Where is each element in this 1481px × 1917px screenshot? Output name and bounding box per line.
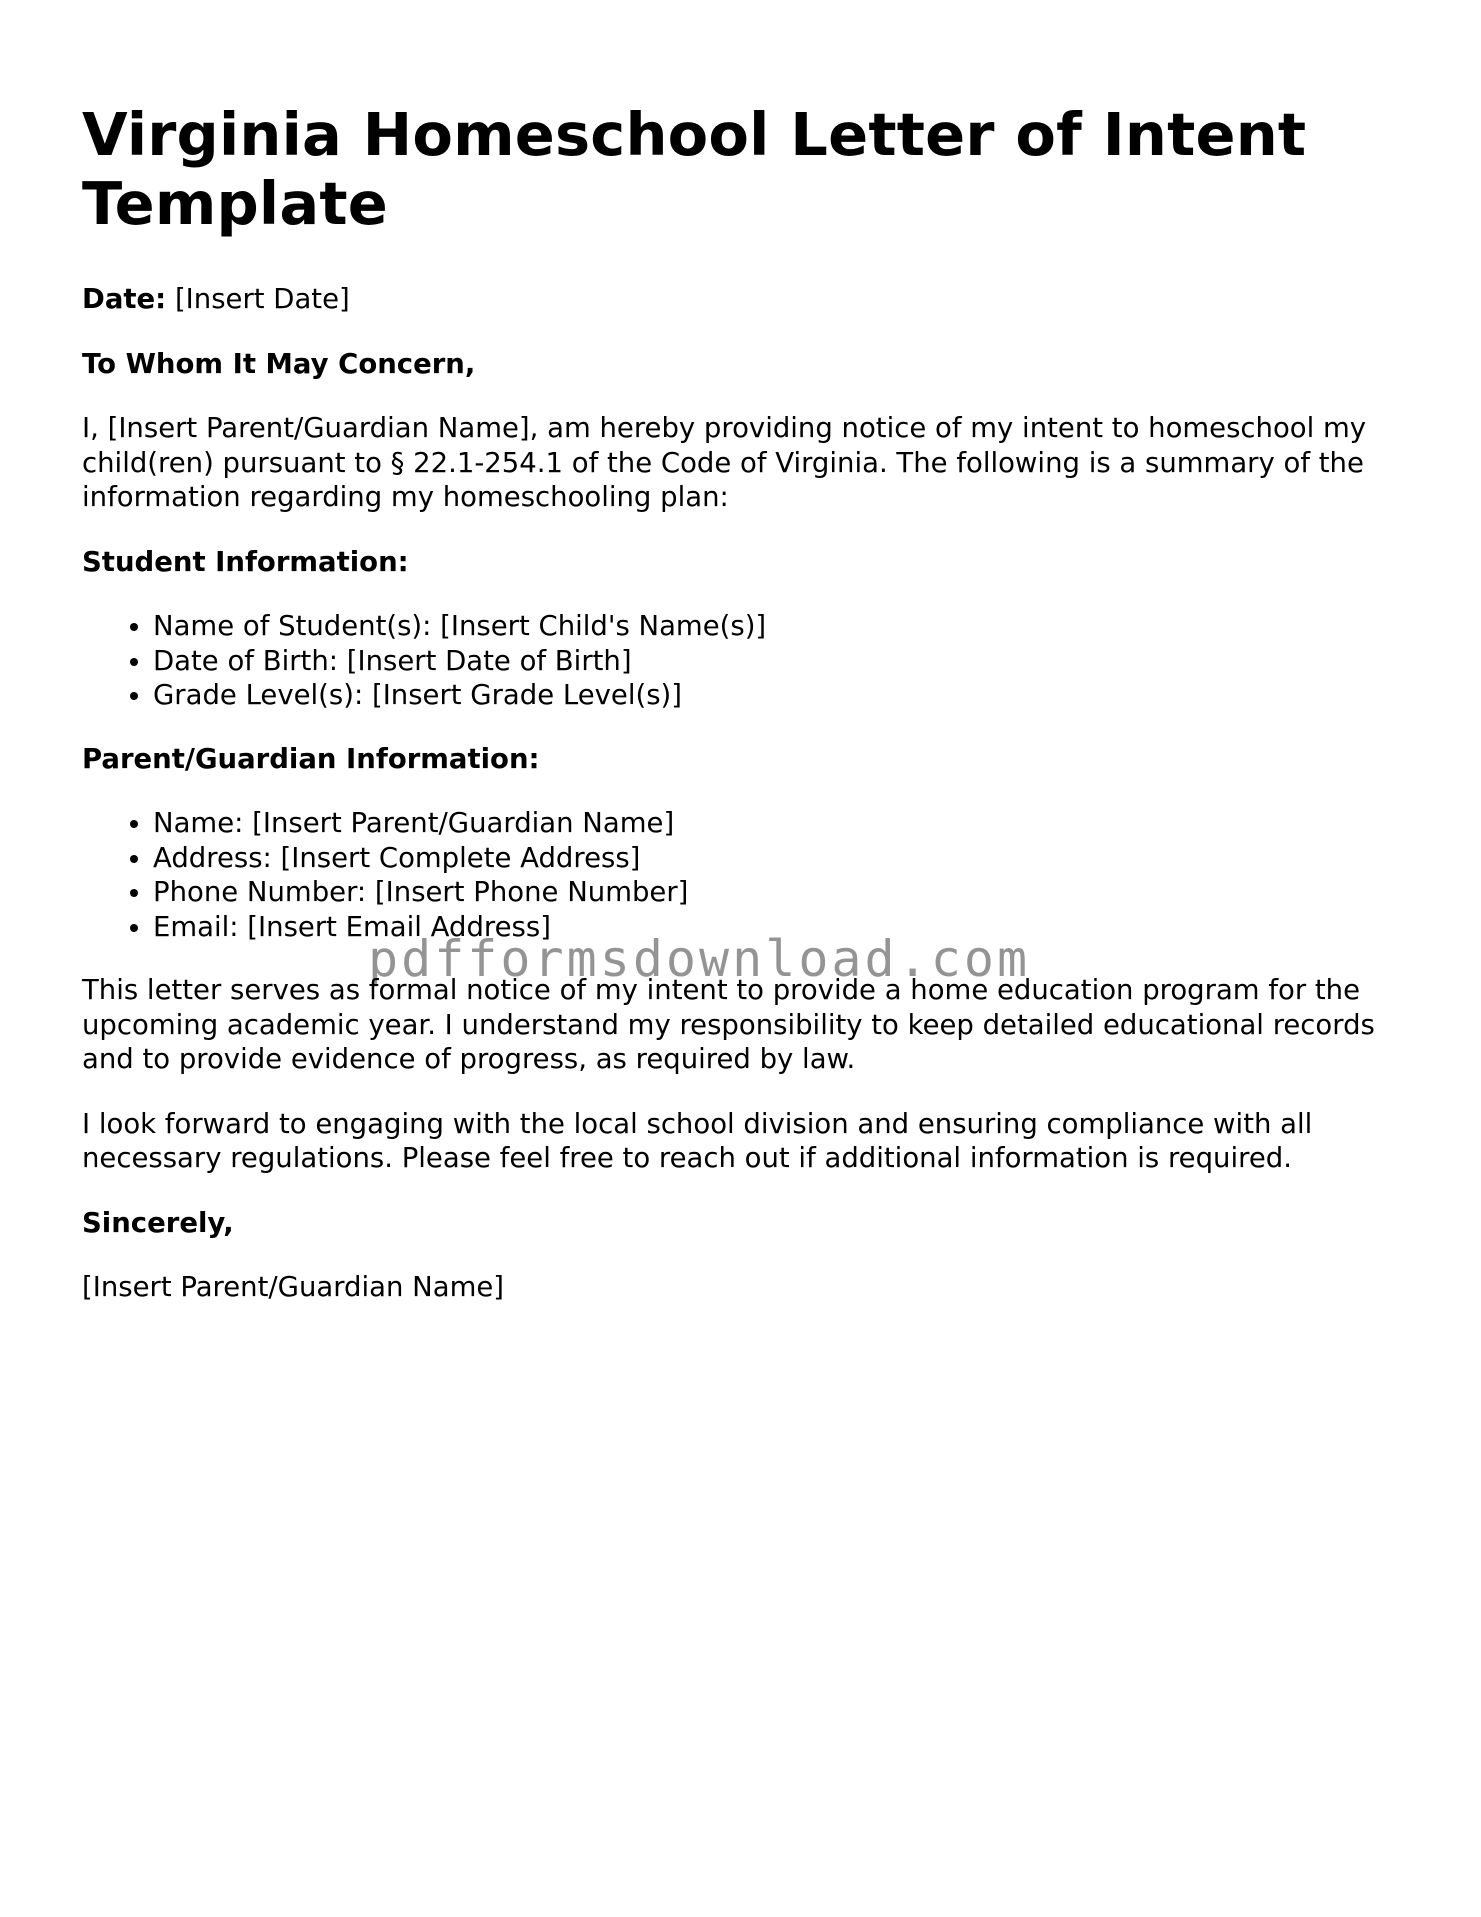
list-item: • Name: [Insert Parent/Guardian Name]: [153, 806, 1412, 841]
signature-line: [Insert Parent/Guardian Name]: [82, 1271, 505, 1303]
intro-paragraph: I, [Insert Parent/Guardian Name], am hereby providing notice of my intent to homeschool my child(ren) pursuant to § 22.1-254.1 of the Code of Virginia. The following is a summary of the information regarding my homeschooling plan:: [82, 412, 1367, 513]
student-section-heading: Student Information:: [82, 545, 409, 578]
list-item: • Grade Level(s): [Insert Grade Level(s)]: [153, 678, 1412, 713]
list-item: • Email: [Insert Email Address]: [153, 910, 1412, 945]
list-item: • Date of Birth: [Insert Date of Birth]: [153, 644, 1412, 679]
closing: Sincerely,: [82, 1206, 234, 1239]
student-info-list: [82, 609, 1412, 713]
page-title: Virginia Homeschool Letter of Intent Template: [82, 100, 1307, 238]
list-item: • Phone Number: [Insert Phone Number]: [153, 875, 1412, 910]
list-item: • Address: [Insert Complete Address]: [153, 841, 1412, 876]
letter-page: [82, 100, 1412, 1335]
date-line: [82, 282, 1412, 317]
salutation: To Whom It May Concern,: [82, 347, 476, 380]
date-label: Date:: [82, 283, 167, 315]
date-value: [Insert Date]: [174, 283, 350, 315]
body-paragraph-1: This letter serves as formal notice of my intent to provide a home education program for the upcoming academic year. I understand my responsibility to keep detailed educational records and to provide evidence of progress, as required by law.: [82, 974, 1375, 1075]
watermark: pdfformsdownload.com: [368, 930, 1031, 988]
list-item: • Name of Student(s): [Insert Child's Name(s)]: [153, 609, 1412, 644]
parent-info-list: [82, 806, 1412, 944]
parent-section-heading: Parent/Guardian Information:: [82, 742, 540, 775]
body-paragraph-2: I look forward to engaging with the local school division and ensuring compliance with all necessary regulations. Please feel free to reach out if additional information is required.: [82, 1107, 1313, 1174]
